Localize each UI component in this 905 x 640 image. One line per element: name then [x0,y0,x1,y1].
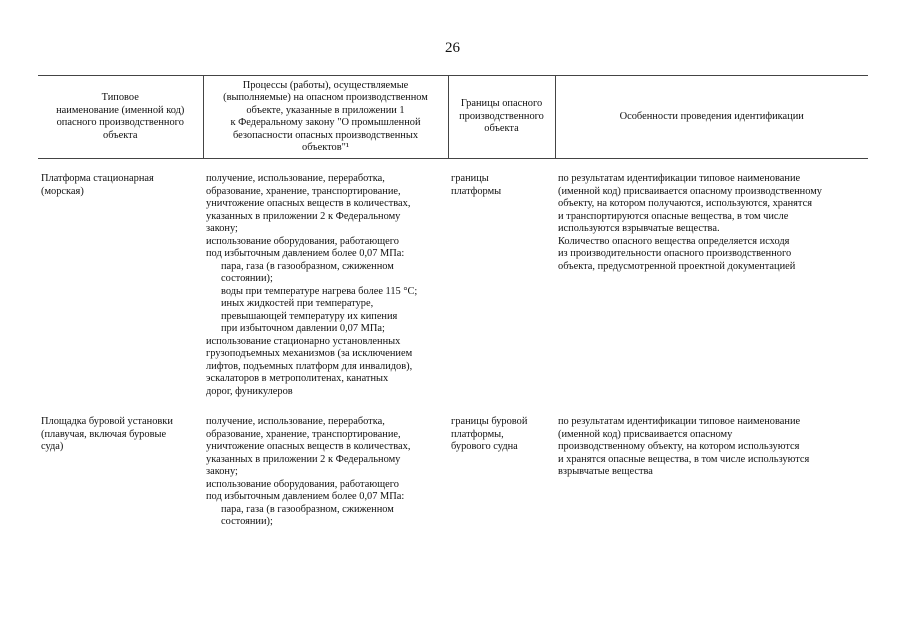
text-line: платформы, [451,428,504,440]
text-line: по результатам идентификации типовое наименование [558,416,801,427]
text-line: объекта, предусмотренной проектной документацией [558,260,796,272]
text-line: суда) [41,441,64,452]
process-line: состоянии); [221,273,273,284]
text-line: Процессы (работы), осуществляемые [242,79,409,91]
text-line: безопасности опасных производственных [232,129,419,141]
text-line: объекту, на котором получаются, используются, хранятся [558,198,812,209]
text-line: наименование (именной код) [56,104,185,116]
text-line: и транспортируются опасные вещества, в том числе [558,210,789,222]
text-line: объекта [484,123,519,135]
process-line: превышающей температуру их кипения [221,310,398,322]
text-line: объекта [103,129,138,141]
process-line: образование, хранение, транспортирование, [206,185,401,197]
process-line: указанных в приложении 2 к Федеральному [206,210,401,222]
table-header [38,76,868,159]
process-line: состоянии); [221,516,273,527]
text-line: объектов"¹ [302,142,349,153]
page-number: 26 [445,40,460,56]
process-line: воды при температуре нагрева более 115 °С; [221,285,418,297]
table-row [38,173,868,398]
process-line: использование стационарно установленных [206,335,401,347]
text-line: Типовое [101,92,139,103]
text-line: к Федеральному закону "О промышленной [230,117,421,128]
text-line: и хранятся опасные вещества, в том числе используются [558,453,810,465]
text-line: границы [451,173,489,184]
text-line: (морская) [41,185,84,197]
text-line: объекте, указанные в приложении 1 [246,104,405,116]
process-line: под избыточным давлением более 0,07 МПа: [206,248,405,259]
text-line: по результатам идентификации типовое наименование [558,173,801,184]
text-line: Площадка буровой установки [41,416,173,427]
text-line: (выполняемые) на опасном производственном [223,92,428,103]
text-line: Количество опасного вещества определяется исходя [558,235,790,247]
text-line: бурового судна [451,441,518,452]
process-line: образование, хранение, транспортирование, [206,428,401,440]
object-name-cell [38,416,203,529]
header-boundaries [448,76,555,159]
process-line: лифтов, подъемных платформ для инвалидов), [206,360,413,372]
identification-table [38,75,868,529]
features-cell [555,416,868,529]
process-line: под избыточным давлением более 0,07 МПа: [206,491,405,502]
header-object-name [38,76,203,159]
text-line: производственному объекту, на котором используются [558,441,800,452]
text-line: взрывчатые вещества [558,466,653,477]
text-line: Платформа стационарная [41,173,154,184]
header-features [555,76,868,159]
text-line: (плавучая, включая буровые [41,428,167,440]
process-line: пара, газа (в газообразном, сжиженном [221,260,394,272]
text-line: (именной код) присваивается опасному [558,428,733,440]
features-cell [555,173,868,398]
text-line: Границы опасного [460,98,543,110]
process-line: получение, использование, переработка, [206,173,385,184]
object-name-cell [38,173,203,398]
processes-cell [203,416,448,529]
text-line: производственного [459,110,544,122]
text-line: границы буровой [451,416,528,427]
text-line: опасного производственного [56,117,184,128]
boundaries-cell [448,416,555,529]
process-line: получение, использование, переработка, [206,416,385,427]
process-line: дорог, фуникулеров [206,385,293,397]
process-line: пара, газа (в газообразном, сжиженном [221,503,394,515]
text-line: Особенности проведения идентификации [619,110,804,122]
header-processes [203,76,448,159]
text-line: из производительности опасного производственного [558,248,792,259]
process-line: уничтожение опасных веществ в количествах, [206,441,411,452]
process-line: использование оборудования, работающего [206,235,399,247]
process-line: при избыточном давлении 0,07 МПа; [221,323,385,334]
process-line: уничтожение опасных веществ в количествах, [206,198,411,209]
text-line: платформы [451,185,502,197]
process-line: грузоподъемных механизмов (за исключением [206,348,413,359]
process-line: использование оборудования, работающего [206,478,399,490]
process-line: закону; [206,223,238,234]
process-line: закону; [206,466,238,477]
text-line: используются взрывчатые вещества. [558,223,720,234]
boundaries-cell [448,173,555,398]
processes-cell [203,173,448,398]
table-row [38,416,868,529]
text-line: (именной код) присваивается опасному производственному [558,185,823,197]
process-line: иных жидкостей при температуре, [221,298,374,309]
process-line: указанных в приложении 2 к Федеральному [206,453,401,465]
process-line: эскалаторов в метрополитенах, канатных [206,373,389,384]
